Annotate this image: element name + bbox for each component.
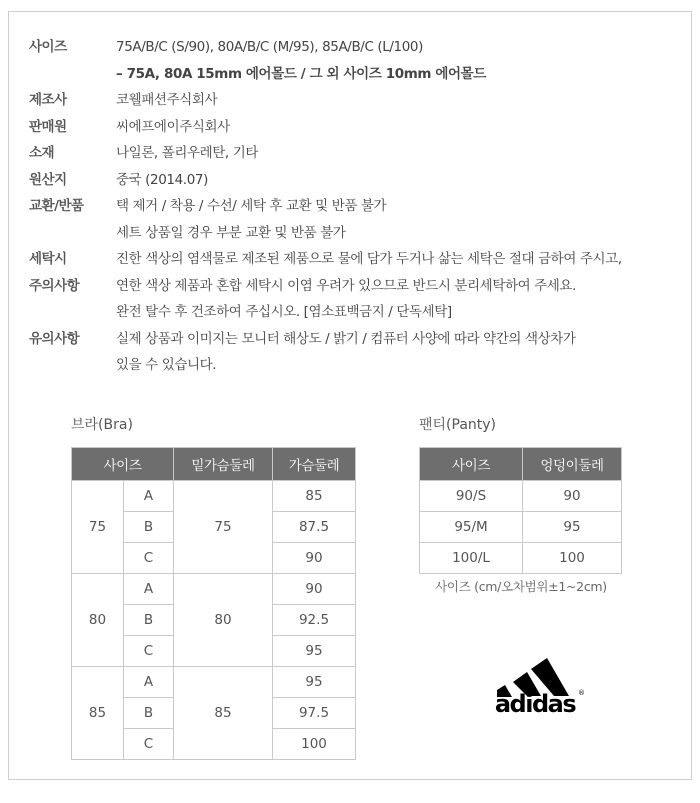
size-note: 사이즈 (cm/오차범위±1~2cm) [435,579,607,594]
info-label: 원산지 [29,171,67,188]
bust-cell: 95 [273,667,356,698]
cup-cell: C [124,543,174,574]
bust-cell: 85 [273,481,356,512]
info-label: 소재 [29,145,55,161]
info-label: 주의사항 [29,277,80,294]
bust-cell: 97.5 [273,698,356,729]
hip-cell: 100 [523,543,622,574]
panty-size-table [419,447,622,574]
info-value: 진한 색상의 염색물로 제조된 제품으로 물에 담가 두거나 삶는 세탁은 절대 금하여 주시고, [116,251,622,267]
bust-cell: 95 [273,636,356,667]
info-row-seller [29,114,689,141]
info-value: 나일론, 폴리우레탄, 기타 [116,145,258,161]
info-row-exchange [29,193,689,246]
cup-cell: A [124,574,174,605]
info-row-manufacturer [29,87,689,114]
underbust-cell: 80 [174,574,273,667]
info-value: 중국 (2014.07) [116,171,208,188]
table-row [72,481,356,512]
bra-header-bust: 가슴둘레 [273,448,356,481]
info-value: 완전 탈수 후 건조하여 주십시오. [염소표백금지 / 단독세탁] [116,304,452,320]
bust-cell: 90 [273,574,356,605]
table-row [420,512,622,543]
info-value: – 75A, 80A 15mm 에어몰드 / 그 외 사이즈 10mm 에어몰드 [116,65,486,82]
bust-cell: 90 [273,543,356,574]
info-value: 실제 상품과 이미지는 모니터 해상도 / 밝기 / 컴퓨터 사양에 따라 약간의 색상차가 [116,330,576,347]
cup-cell: C [124,729,174,760]
info-label: 제조사 [29,92,67,108]
info-row-washing [29,246,689,273]
hip-cell: 95 [523,512,622,543]
info-value: 코웰패션주식회사 [116,92,218,108]
bra-header-size: 사이즈 [72,448,174,481]
panty-size-cell: 90/S [420,481,523,512]
product-info [29,34,689,379]
info-row-origin [29,167,689,194]
panty-header-hip: 엉덩이둘레 [523,448,622,481]
bra-size-table [71,447,356,760]
info-value: 택 제거 / 착용 / 수선/ 세탁 후 교환 및 반품 불가 [116,198,387,214]
bust-cell: 100 [273,729,356,760]
table-row [420,543,622,574]
band-size-cell: 80 [72,574,124,667]
bust-cell: 92.5 [273,605,356,636]
cup-cell: B [124,512,174,543]
info-value: 연한 색상 제품과 혼합 세탁시 이염 우려가 있으므로 반드시 분리세탁하여 주세요. [116,277,576,294]
adidas-logo-text: adidas [494,690,576,718]
bra-header-underbust: 밑가슴둘레 [174,448,273,481]
underbust-cell: 85 [174,667,273,760]
info-row-notice [29,326,689,379]
cup-cell: B [124,698,174,729]
bra-table-caption: 브라(Bra) [71,417,133,433]
panty-table-caption: 팬티(Panty) [419,417,497,433]
info-label: 유의사항 [29,330,80,347]
cup-cell: A [124,667,174,698]
table-row [72,574,356,605]
panty-size-cell: 95/M [420,512,523,543]
info-value: 있을 수 있습니다. [116,357,217,373]
underbust-cell: 75 [174,481,273,574]
table-row [72,667,356,698]
info-value: 세트 상품일 경우 부분 교환 및 반품 불가 [116,224,346,241]
cup-cell: A [124,481,174,512]
info-label: 판매원 [29,118,67,135]
cup-cell: C [124,636,174,667]
info-row-caution [29,273,689,326]
bust-cell: 87.5 [273,512,356,543]
band-size-cell: 75 [72,481,124,574]
info-label: 교환/반품 [29,198,84,214]
band-size-cell: 85 [72,667,124,760]
info-row-size [29,34,689,87]
cup-cell: B [124,605,174,636]
info-label: 사이즈 [29,39,67,55]
table-row [420,481,622,512]
info-label: 세탁시 [29,251,67,267]
registered-mark-icon: ® [578,689,585,697]
info-value: 씨에프에이주식회사 [116,118,230,135]
hip-cell: 90 [523,481,622,512]
info-value: 75A/B/C (S/90), 80A/B/C (M/95), 85A/B/C (L/100) [116,39,423,55]
panty-size-cell: 100/L [420,543,523,574]
panty-header-size: 사이즈 [420,448,523,481]
info-row-material [29,140,689,167]
